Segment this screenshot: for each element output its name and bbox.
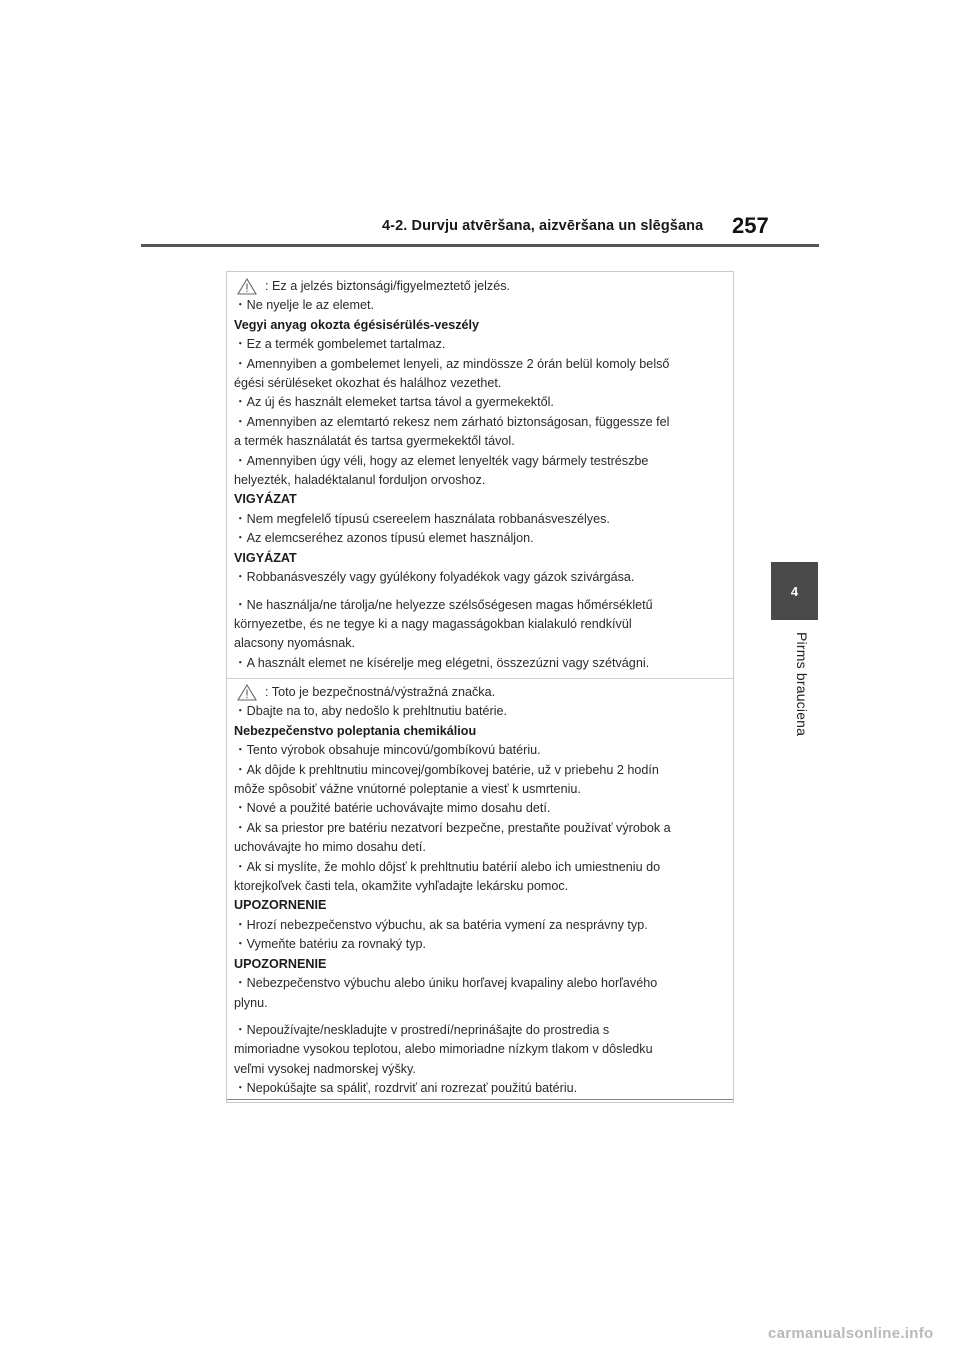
text-line: ・Amennyiben az elemtartó rekesz nem zárható biztonságosan, függessze fel [234, 414, 670, 429]
warning-symbol-line [234, 277, 726, 296]
text-line: alacsony nyomásnak. [234, 636, 356, 651]
warning-triangle-icon [237, 278, 257, 295]
chapter-tab [771, 562, 818, 620]
text-line: helyezték, haladéktalanul forduljon orvoshoz. [234, 473, 486, 488]
section-divider [227, 678, 733, 679]
text-line: égési sérüléseket okozhat és halálhoz vezethet. [234, 376, 502, 391]
text-line: ・Ne használja/ne tárolja/ne helyezze szélsőségesen magas hőmérsékletű [234, 597, 653, 612]
slovak-warning-section [234, 683, 726, 1099]
text-line: ・Amennyiben úgy véli, hogy az elemet lenyelték vagy bármely testrészbe [234, 453, 649, 468]
caution-heading: UPOZORNENIE [234, 956, 327, 971]
text-line: ・Nepokúšajte sa spáliť, rozdrviť ani rozrezať použitú batériu. [234, 1081, 578, 1096]
text-line: ・Ne nyelje le az elemet. [234, 298, 374, 313]
text-line: ・Amennyiben a gombelemet lenyeli, az mindössze 2 órán belül komoly belső [234, 356, 670, 371]
text-line: ・Nem megfelelő típusú csereelem használata robbanásveszélyes. [234, 511, 610, 526]
text-line: ・Hrozí nebezpečenstvo výbuchu, ak sa batéria vymení za nesprávny typ. [234, 917, 648, 932]
subheading: Vegyi anyag okozta égésisérülés-veszély [234, 317, 480, 332]
text-line: ・Vymeňte batériu za rovnaký typ. [234, 937, 427, 952]
text-line: ・Ak dôjde k prehltnutiu mincovej/gombíkovej batérie, už v priebehu 2 hodín [234, 762, 659, 777]
text-line: ・Nové a použité batérie uchovávajte mimo dosahu detí. [234, 801, 551, 816]
text-line: ・Az új és használt elemeket tartsa távol a gyermekektől. [234, 395, 554, 410]
warning-symbol-text: : Ez a jelzés biztonsági/figyelmeztető jelzés. [265, 279, 510, 293]
text-line: ktorejkoľvek časti tela, okamžite vyhľadajte lekársku pomoc. [234, 879, 569, 894]
chapter-number: 4 [790, 583, 799, 599]
warning-symbol-text: : Toto je bezpečnostná/výstražná značka. [265, 685, 496, 699]
text-line: ・Nebezpečenstvo výbuchu alebo úniku horľavej kvapaliny alebo horľavého [234, 976, 658, 991]
text-line: a termék használatát és tartsa gyermekektől távol. [234, 434, 515, 449]
text-line: ・Dbajte na to, aby nedošlo k prehltnutiu batérie. [234, 704, 508, 719]
text-line: ・Robbanásveszély vagy gyúlékony folyadékok vagy gázok szivárgása. [234, 570, 635, 585]
text-line: môže spôsobiť vážne vnútorné poleptanie a viesť k usmrteniu. [234, 782, 581, 797]
text-line: ・Az elemcseréhez azonos típusú elemet használjon. [234, 531, 534, 546]
text-line: ・Ak si myslíte, že mohlo dôjsť k prehltnutiu batérií alebo ich umiestneniu do [234, 859, 661, 874]
scanned-warning-box [226, 271, 734, 1103]
hungarian-warning-section [234, 277, 726, 673]
text-line: ・Tento výrobok obsahuje mincovú/gombíkovú batériu. [234, 743, 541, 758]
caution-heading: VIGYÁZAT [234, 550, 297, 565]
section-title: 4-2. Durvju atvēršana, aizvēršana un slēgšana [382, 218, 704, 234]
header-rule [141, 244, 819, 247]
text-line: környezetbe, és ne tegye ki a nagy magasságokban kialakuló rendkívül [234, 616, 632, 631]
watermark: carmanualsonline.info [768, 1325, 934, 1342]
text-line: uchovávajte ho mimo dosahu detí. [234, 840, 426, 855]
subheading: Nebezpečenstvo poleptania chemikáliou [234, 723, 477, 738]
page-number: 257 [732, 213, 769, 238]
text-line: mimoriadne vysokou teplotou, alebo mimoriadne nízkym tlakom v dôsledku [234, 1042, 653, 1057]
box-bottom-rule [227, 1099, 733, 1100]
text-line: ・Nepoužívajte/neskladujte v prostredí/neprinášajte do prostredia s [234, 1022, 610, 1037]
text-line: ・A használt elemet ne kísérelje meg elégetni, összezúzni vagy szétvágni. [234, 655, 650, 670]
text-line: veľmi vysokej nadmorskej výšky. [234, 1061, 416, 1076]
text-line: ・Ak sa priestor pre batériu nezatvorí bezpečne, prestaňte používať výrobok a [234, 820, 671, 835]
caution-heading: VIGYÁZAT [234, 492, 297, 507]
text-line: ・Ez a termék gombelemet tartalmaz. [234, 337, 446, 352]
text-line: plynu. [234, 995, 268, 1010]
caution-heading: UPOZORNENIE [234, 898, 327, 913]
warning-triangle-icon [237, 684, 257, 701]
warning-symbol-line [234, 683, 726, 702]
chapter-title: Pirms brauciena [794, 632, 810, 737]
